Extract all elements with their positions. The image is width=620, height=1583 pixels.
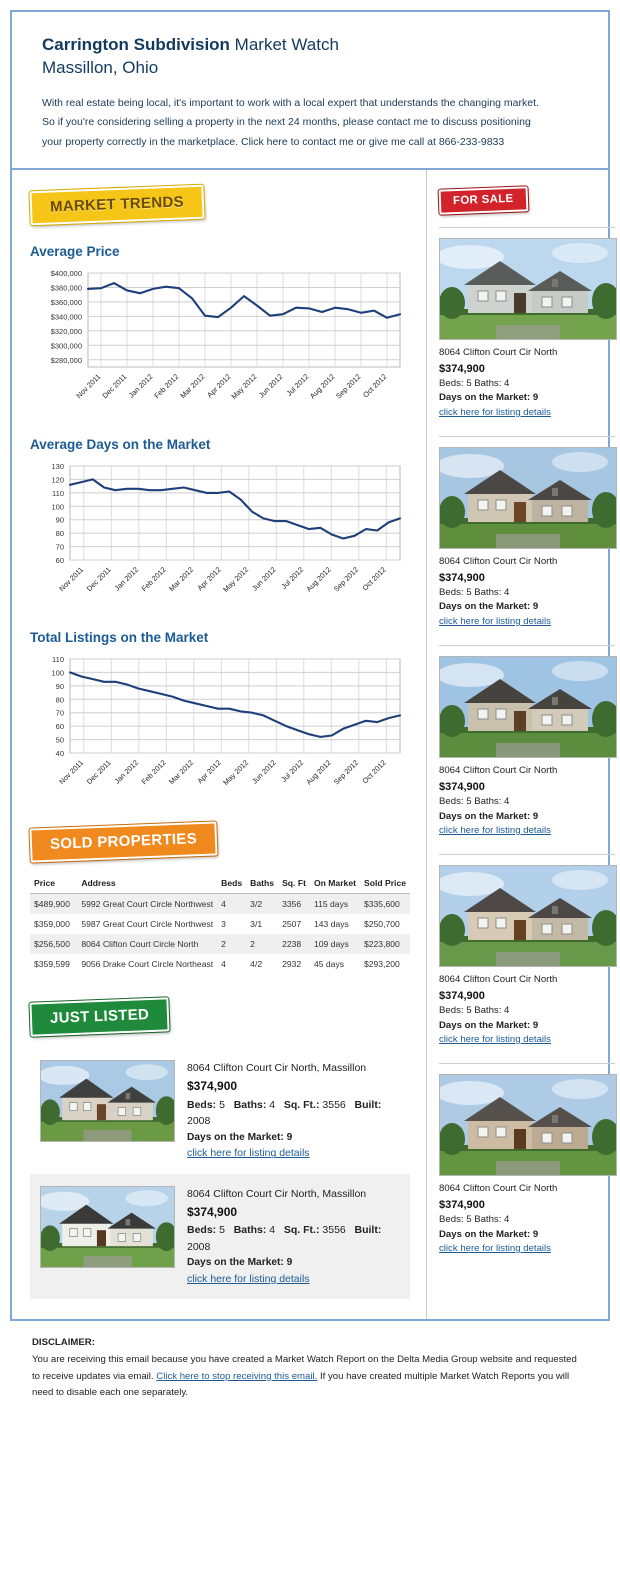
property-photo xyxy=(439,656,617,758)
svg-text:80: 80 xyxy=(55,529,64,539)
header-paragraph-line-2: So if you're considering selling a property in the next 24 months, please contact me to discuss positioning xyxy=(42,116,531,129)
sold-cell-address: 5987 Great Court Circle Northwest xyxy=(81,919,214,930)
disclaimer xyxy=(10,1321,610,1420)
table-row xyxy=(30,914,410,934)
svg-text:Feb 2012: Feb 2012 xyxy=(139,758,168,787)
chart-title-average-days: Average Days on the Market xyxy=(30,437,211,453)
sold-cell-baths: 2 xyxy=(250,939,255,950)
listing-details-link[interactable]: click here for listing details xyxy=(439,1034,551,1045)
disclaimer-title: DISCLAIMER: xyxy=(32,1337,95,1349)
svg-text:100: 100 xyxy=(51,668,64,678)
property-beds-baths: Beds: 5 Baths: 4 xyxy=(439,1214,510,1226)
table-header-row xyxy=(30,873,410,894)
col-address: Address xyxy=(77,873,217,894)
sold-cell-sqft: 2507 xyxy=(282,919,302,930)
svg-text:90: 90 xyxy=(55,682,64,692)
svg-text:Jul 2012: Jul 2012 xyxy=(279,758,306,785)
svg-text:Apr 2012: Apr 2012 xyxy=(195,758,223,786)
disclaimer-line-3: need to disable each one separately. xyxy=(32,1387,189,1399)
property-beds-baths: Beds: 5 Baths: 4 xyxy=(439,587,510,599)
property-days-on-market: Days on the Market: 9 xyxy=(187,1131,293,1143)
title-subdivision: Carrington Subdivision xyxy=(42,35,230,54)
listing-details-link[interactable]: click here for listing details xyxy=(187,1272,310,1285)
for-sale-divider xyxy=(439,1063,615,1064)
svg-text:Mar 2012: Mar 2012 xyxy=(167,758,196,787)
property-days-on-market: Days on the Market: 9 xyxy=(187,1257,293,1268)
property-address: 8064 Clifton Court Cir North xyxy=(439,1183,558,1195)
property-price: $374,900 xyxy=(187,1079,238,1094)
property-days-on-market: Days on the Market: 9 xyxy=(439,810,539,822)
for-sale-ribbon: FOR SALE xyxy=(439,186,528,214)
property-days-on-market: Days on the Market: 9 xyxy=(439,1019,539,1031)
property-beds-baths: Beds: 5 Baths: 4 xyxy=(439,1005,510,1017)
svg-text:$360,000: $360,000 xyxy=(50,298,82,308)
svg-text:Feb 2012: Feb 2012 xyxy=(152,372,181,401)
for-sale-divider xyxy=(439,854,615,855)
property-specs: Beds: 5 Baths: 4 Sq. Ft.: 3556 Built: 2008 xyxy=(187,1224,382,1253)
unsubscribe-link[interactable]: Click here to stop receiving this email. xyxy=(156,1370,318,1382)
chart-canvas-total-listings xyxy=(30,651,410,801)
sold-cell-price: $359,000 xyxy=(34,919,70,930)
col-sold-price: Sold Price xyxy=(360,873,410,894)
sold-cell-on-market: 115 days xyxy=(313,899,349,910)
header-paragraph-line-3: your property correctly in the marketplace. Click here to contact me or give me call at 866-233-9833 xyxy=(42,135,505,148)
sold-cell-beds: 4 xyxy=(221,959,226,970)
sold-cell-price: $359,599 xyxy=(34,959,70,970)
svg-text:Jan 2012: Jan 2012 xyxy=(126,372,155,400)
report-header xyxy=(12,12,608,170)
for-sale-divider xyxy=(439,227,615,228)
property-address: 8064 Clifton Court Cir North xyxy=(439,347,558,359)
for-sale-card xyxy=(439,447,615,641)
sold-cell-price: $489,900 xyxy=(34,899,70,910)
property-price: $374,900 xyxy=(439,780,485,793)
col-sqft: Sq. Ft xyxy=(278,873,310,894)
sold-cell-baths: 3/2 xyxy=(250,899,263,910)
for-sale-card xyxy=(439,1074,615,1268)
svg-text:$380,000: $380,000 xyxy=(50,283,82,293)
svg-text:$320,000: $320,000 xyxy=(50,326,82,336)
just-listed-info xyxy=(187,1060,400,1161)
svg-text:Jun 2012: Jun 2012 xyxy=(250,565,278,593)
for-sale-card xyxy=(439,865,615,1059)
sold-cell-baths: 3/1 xyxy=(250,919,263,930)
svg-text:May 2012: May 2012 xyxy=(221,565,251,595)
svg-text:Dec 2011: Dec 2011 xyxy=(84,758,113,787)
market-trends-ribbon-wrap xyxy=(30,188,410,222)
svg-text:90: 90 xyxy=(55,515,64,525)
col-price: Price xyxy=(30,873,77,894)
svg-text:Oct 2012: Oct 2012 xyxy=(361,372,389,400)
svg-text:Apr 2012: Apr 2012 xyxy=(205,372,233,400)
svg-text:Jun 2012: Jun 2012 xyxy=(250,758,278,786)
for-sale-column xyxy=(426,170,620,1319)
property-photo xyxy=(439,447,617,549)
sold-properties-ribbon: SOLD PROPERTIES xyxy=(29,822,217,863)
sold-cell-beds: 2 xyxy=(221,939,226,950)
sold-cell-sqft: 2932 xyxy=(282,959,302,970)
svg-text:100: 100 xyxy=(51,502,64,512)
svg-text:110: 110 xyxy=(52,489,64,499)
property-photo xyxy=(40,1060,175,1142)
svg-text:60: 60 xyxy=(55,722,64,732)
svg-text:Nov 2011: Nov 2011 xyxy=(57,758,86,787)
chart-title-average-price: Average Price xyxy=(30,244,120,260)
just-listed-ribbon: JUST LISTED xyxy=(29,997,169,1036)
svg-text:50: 50 xyxy=(55,735,64,745)
property-specs: Beds: 5 Baths: 4 Sq. Ft.: 3556 Built: 2008 xyxy=(187,1099,382,1128)
disclaimer-line-2-a: to receive updates via email. xyxy=(32,1370,157,1382)
listing-details-link[interactable]: click here for listing details xyxy=(187,1147,310,1160)
header-paragraph xyxy=(42,94,578,152)
svg-text:110: 110 xyxy=(52,655,64,665)
svg-text:Aug 2012: Aug 2012 xyxy=(304,565,333,594)
svg-text:Nov 2011: Nov 2011 xyxy=(74,372,103,401)
svg-text:May 2012: May 2012 xyxy=(229,372,259,402)
col-beds: Beds xyxy=(217,873,246,894)
sold-cell-sold-price: $223,800 xyxy=(363,939,400,950)
property-address: 8064 Clifton Court Cir North, Massillon xyxy=(187,1187,367,1200)
for-sale-card xyxy=(439,656,615,850)
for-sale-divider xyxy=(439,436,615,437)
svg-text:Dec 2011: Dec 2011 xyxy=(84,565,113,594)
svg-text:Nov 2011: Nov 2011 xyxy=(57,565,86,594)
sold-ribbon-wrap xyxy=(30,825,410,859)
svg-text:60: 60 xyxy=(55,556,64,566)
property-days-on-market: Days on the Market: 9 xyxy=(439,601,539,613)
svg-text:Jun 2012: Jun 2012 xyxy=(256,372,285,400)
table-row xyxy=(30,954,410,974)
listing-details-link[interactable]: click here for listing details xyxy=(439,615,551,627)
property-beds-baths: Beds: 5 Baths: 4 xyxy=(439,378,510,390)
col-on-market: On Market xyxy=(310,873,360,894)
just-listed-card xyxy=(30,1174,410,1299)
property-photo xyxy=(439,1074,617,1176)
for-sale-card xyxy=(439,238,615,432)
property-address: 8064 Clifton Court Cir North xyxy=(439,765,558,777)
just-listed-list xyxy=(30,1048,410,1299)
property-photo xyxy=(40,1186,175,1268)
svg-text:Mar 2012: Mar 2012 xyxy=(178,372,207,401)
chart-title-total-listings: Total Listings on the Market xyxy=(30,630,209,646)
svg-text:Sep 2012: Sep 2012 xyxy=(331,758,361,787)
svg-text:Feb 2012: Feb 2012 xyxy=(139,565,168,594)
property-days-on-market: Days on the Market: 9 xyxy=(439,392,539,404)
chart-average-price xyxy=(30,244,410,415)
svg-text:80: 80 xyxy=(55,695,64,705)
disclaimer-line-2-b: If you have created multiple Market Watch Reports you will xyxy=(317,1370,570,1382)
sold-cell-sold-price: $335,600 xyxy=(363,899,400,910)
svg-text:May 2012: May 2012 xyxy=(221,758,251,788)
sold-cell-baths: 4/2 xyxy=(250,959,263,970)
svg-text:$400,000: $400,000 xyxy=(50,269,82,279)
report-body xyxy=(12,170,608,1319)
sold-cell-beds: 4 xyxy=(221,899,226,910)
just-listed-card xyxy=(30,1048,410,1173)
property-photo xyxy=(439,865,617,967)
property-price: $374,900 xyxy=(439,1198,485,1211)
disclaimer-line-2 xyxy=(32,1369,588,1386)
property-address: 8064 Clifton Court Cir North, Massillon xyxy=(187,1062,367,1075)
sold-cell-address: 8064 Clifton Court Circle North xyxy=(81,939,199,950)
sold-cell-sqft: 2238 xyxy=(282,939,302,950)
property-price: $374,900 xyxy=(187,1204,238,1219)
svg-text:120: 120 xyxy=(51,475,64,485)
property-price: $374,900 xyxy=(439,989,485,1002)
svg-text:130: 130 xyxy=(51,462,64,472)
listing-details-link[interactable]: click here for listing details xyxy=(439,824,551,836)
sold-cell-on-market: 45 days xyxy=(313,959,345,970)
page-subtitle: Massillon, Ohio xyxy=(42,57,159,77)
for-sale-list xyxy=(439,238,615,1268)
sold-cell-address: 9056 Drake Court Circle Northeast xyxy=(81,959,214,970)
svg-text:Dec 2011: Dec 2011 xyxy=(100,372,129,401)
market-trends-ribbon: MARKET TRENDS xyxy=(29,185,204,226)
just-listed-ribbon-wrap xyxy=(30,1000,410,1034)
chart-total-listings xyxy=(30,630,410,801)
title-rest: Market Watch xyxy=(229,35,339,54)
main-column xyxy=(12,170,426,1319)
table-row xyxy=(30,894,410,915)
svg-text:$340,000: $340,000 xyxy=(50,312,82,322)
listing-details-link[interactable]: click here for listing details xyxy=(439,406,551,418)
sold-cell-sold-price: $250,700 xyxy=(363,919,400,930)
property-address: 8064 Clifton Court Cir North xyxy=(439,974,558,986)
report-frame xyxy=(10,10,610,1321)
svg-text:Sep 2012: Sep 2012 xyxy=(333,372,363,401)
property-price: $374,900 xyxy=(439,362,485,375)
chart-canvas-average-days xyxy=(30,458,410,608)
sold-cell-sqft: 3356 xyxy=(282,899,302,910)
svg-text:70: 70 xyxy=(55,708,64,718)
sold-cell-price: $256,500 xyxy=(34,939,70,950)
header-paragraph-line-1: With real estate being local, it's important to work with a local expert that understands the changing market. xyxy=(42,96,539,109)
svg-text:Jan 2012: Jan 2012 xyxy=(112,565,141,593)
chart-canvas-average-price xyxy=(30,265,410,415)
property-address: 8064 Clifton Court Cir North xyxy=(439,556,558,568)
svg-text:$280,000: $280,000 xyxy=(50,355,82,365)
col-baths: Baths xyxy=(246,873,278,894)
svg-text:Jan 2012: Jan 2012 xyxy=(112,758,141,786)
sold-cell-sold-price: $293,200 xyxy=(363,959,400,970)
svg-text:Mar 2012: Mar 2012 xyxy=(167,565,196,594)
sold-cell-on-market: 143 days xyxy=(313,919,349,930)
sold-table-body xyxy=(30,894,410,975)
just-listed-info xyxy=(187,1186,400,1287)
listing-details-link[interactable]: click here for listing details xyxy=(439,1243,551,1255)
svg-text:Apr 2012: Apr 2012 xyxy=(195,565,223,593)
svg-text:Jul 2012: Jul 2012 xyxy=(279,565,306,592)
svg-text:Jul 2012: Jul 2012 xyxy=(284,372,311,399)
property-photo xyxy=(439,238,617,340)
svg-text:Aug 2012: Aug 2012 xyxy=(307,372,337,401)
property-price: $374,900 xyxy=(439,571,485,584)
page-title xyxy=(42,34,578,57)
property-days-on-market: Days on the Market: 9 xyxy=(439,1228,539,1240)
chart-average-days xyxy=(30,437,410,608)
svg-text:40: 40 xyxy=(55,749,64,759)
sold-cell-on-market: 109 days xyxy=(313,939,349,950)
disclaimer-line-1: You are receiving this email because you have created a Market Watch Report on the Delta Media Group website and requested xyxy=(32,1353,577,1365)
property-beds-baths: Beds: 5 Baths: 4 xyxy=(439,796,510,808)
svg-text:$300,000: $300,000 xyxy=(50,341,82,351)
svg-text:Aug 2012: Aug 2012 xyxy=(304,758,333,787)
svg-text:Oct 2012: Oct 2012 xyxy=(360,565,388,593)
table-row xyxy=(30,934,410,954)
sold-properties-table xyxy=(30,873,410,974)
for-sale-ribbon-wrap xyxy=(439,188,615,213)
svg-text:Oct 2012: Oct 2012 xyxy=(360,758,388,786)
for-sale-divider xyxy=(439,645,615,646)
sold-cell-address: 5992 Great Court Circle Northwest xyxy=(81,899,214,910)
svg-text:Sep 2012: Sep 2012 xyxy=(331,565,361,594)
svg-text:70: 70 xyxy=(55,542,64,552)
sold-cell-beds: 3 xyxy=(221,919,226,930)
